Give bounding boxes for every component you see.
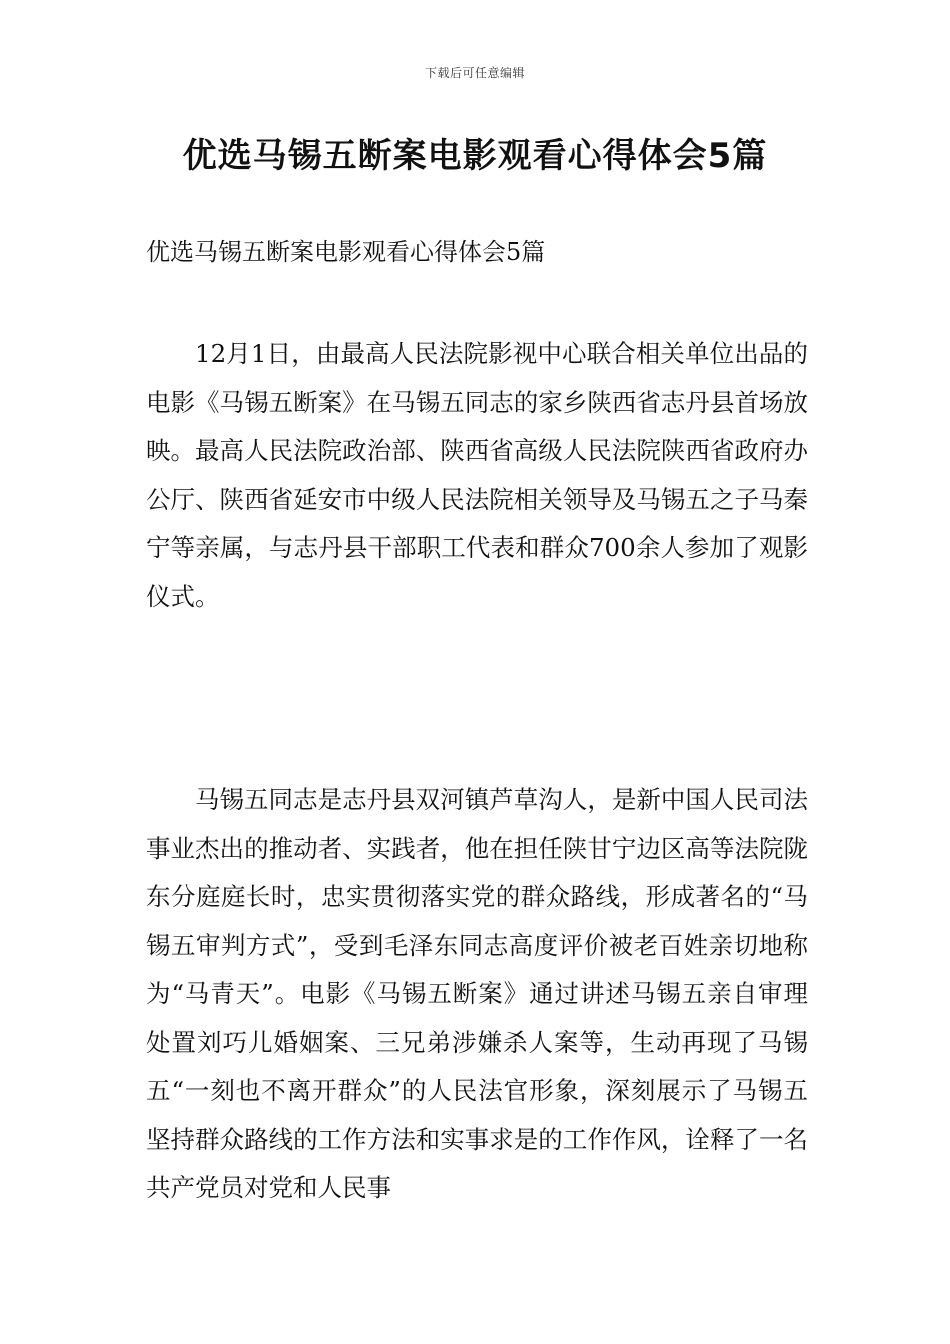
document-title: 优选马锡五断案电影观看心得体会5篇 bbox=[182, 136, 768, 176]
header-note: 下载后可任意编辑 bbox=[424, 66, 525, 80]
body-paragraph-2: 马锡五同志是志丹县双河镇芦草沟人，是新中国人民司法事业杰出的推动者、实践者，他在担任陕甘宁边区高等法院陇东分庭庭长时，忠实贯彻落实党的群众路线，形成著名的“马锡五审判方式”，受到毛泽东同志高度评价被老百姓亲切地称为“马青天”。电影《马锡五断案》通过讲述马锡五亲自审理处置刘巧儿婚姻案、三兄弟涉嫌杀人案等，生动再现了马锡五“一刻也不离开群众”的人民法官形象，深刻展示了马锡五坚持群众路线的工作方法和实事求是的工作作风，诠释了一名共产党员对党和人民事 bbox=[146, 785, 808, 1202]
document-subtitle: 优选马锡五断案电影观看心得体会5篇 bbox=[146, 238, 546, 266]
body-paragraph-1: 12月1日，由最高人民法院影视中心联合相关单位出品的电影《马锡五断案》在马锡五同志的家乡陕西省志丹县首场放映。最高人民法院政治部、陕西省高级人民法院陕西省政府办公厅、陕西省延安市中级人民法院相关领导及马锡五之子马秦宁等亲属，与志丹县干部职工代表和群众700余人参加了观影仪式。 bbox=[146, 339, 808, 611]
